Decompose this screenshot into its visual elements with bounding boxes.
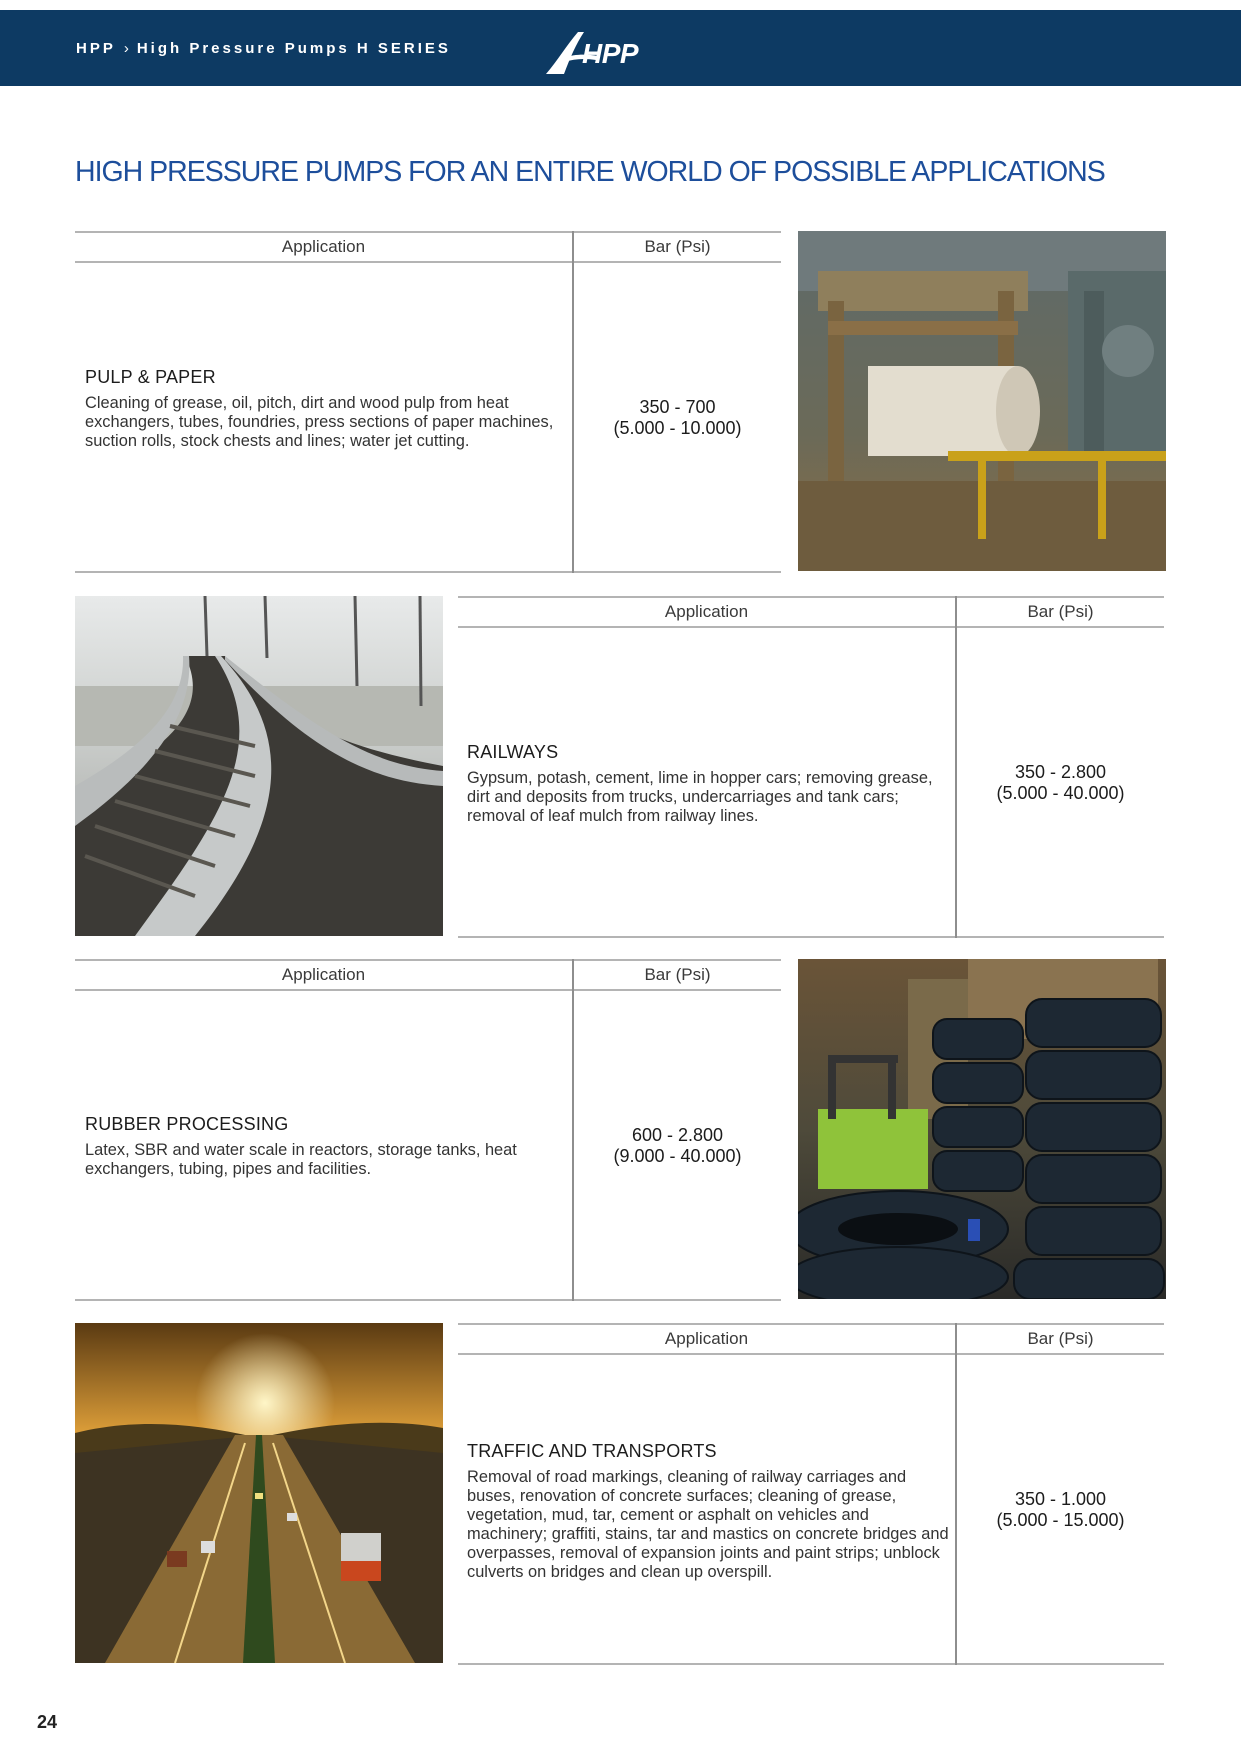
column-header-bar: Bar (Psi) <box>1027 1329 1094 1348</box>
highway-sunset-photo <box>75 1323 443 1663</box>
application-title: RAILWAYS <box>467 742 559 762</box>
application-table-traffic <box>458 1323 1164 1665</box>
column-header-application: Application <box>664 602 749 621</box>
pressure-bar-value: 600 - 2.800 <box>631 1125 724 1145</box>
page-title: HIGH PRESSURE PUMPS FOR AN ENTIRE WORLD OF POSSIBLE APPLICATIONS <box>75 156 1105 188</box>
column-header-application: Application <box>281 965 366 984</box>
hpp-logo <box>544 24 664 80</box>
breadcrumb-brand: HPP <box>76 40 116 57</box>
header-bar <box>0 10 1241 86</box>
pressure-psi-value: (5.000 - 10.000) <box>613 418 742 438</box>
application-title: PULP & PAPER <box>85 367 216 387</box>
tire-warehouse-photo <box>798 959 1166 1299</box>
application-table-rubber <box>75 959 781 1301</box>
pressure-bar-value: 350 - 2.800 <box>1014 762 1107 782</box>
breadcrumb-section: High Pressure Pumps H SERIES <box>136 40 451 57</box>
page-number: 24 <box>37 1712 58 1732</box>
railway-photo <box>75 596 443 936</box>
application-description: Removal of road markings, cleaning of railway carriages and buses, renovation of concrete surfaces; cleaning of grease, vegetation, mud, tar, cement or asphalt on vehicles and machinery; graffiti, stains, tar and mastics on concrete bridges and overpasses, removal of expansion joints and paint strips; unblock culverts on bridges and clean up overspill. <box>467 1468 949 1581</box>
application-table-pulp-paper <box>75 231 781 573</box>
application-description: Gypsum, potash, cement, lime in hopper cars; removing grease, dirt and deposits from trucks, undercarriages and tank cars; removal of leaf mulch from railway lines. <box>467 769 933 825</box>
column-header-application: Application <box>664 1329 749 1348</box>
breadcrumb-separator: › <box>123 40 129 57</box>
application-title: TRAFFIC AND TRANSPORTS <box>467 1441 717 1461</box>
pressure-psi-value: (5.000 - 40.000) <box>996 783 1125 803</box>
pressure-psi-value: (9.000 - 40.000) <box>613 1146 742 1166</box>
logo-text: HPP <box>582 38 639 69</box>
column-header-bar: Bar (Psi) <box>644 237 711 256</box>
application-table-railways <box>458 596 1164 938</box>
column-header-bar: Bar (Psi) <box>644 965 711 984</box>
breadcrumb <box>76 40 451 57</box>
column-header-application: Application <box>281 237 366 256</box>
application-title: RUBBER PROCESSING <box>85 1114 289 1134</box>
column-header-bar: Bar (Psi) <box>1027 602 1094 621</box>
pressure-psi-value: (5.000 - 15.000) <box>996 1510 1125 1530</box>
application-description: Cleaning of grease, oil, pitch, dirt and wood pulp from heat exchangers, tubes, foundries, press sections of paper machines, suction rolls, stock chests and lines; water jet cutting. <box>85 394 554 450</box>
pressure-bar-value: 350 - 1.000 <box>1014 1489 1107 1509</box>
pressure-bar-value: 350 - 700 <box>639 397 716 417</box>
paper-mill-photo <box>798 231 1166 571</box>
application-description: Latex, SBR and water scale in reactors, storage tanks, heat exchangers, tubing, pipes and facilities. <box>85 1141 517 1178</box>
